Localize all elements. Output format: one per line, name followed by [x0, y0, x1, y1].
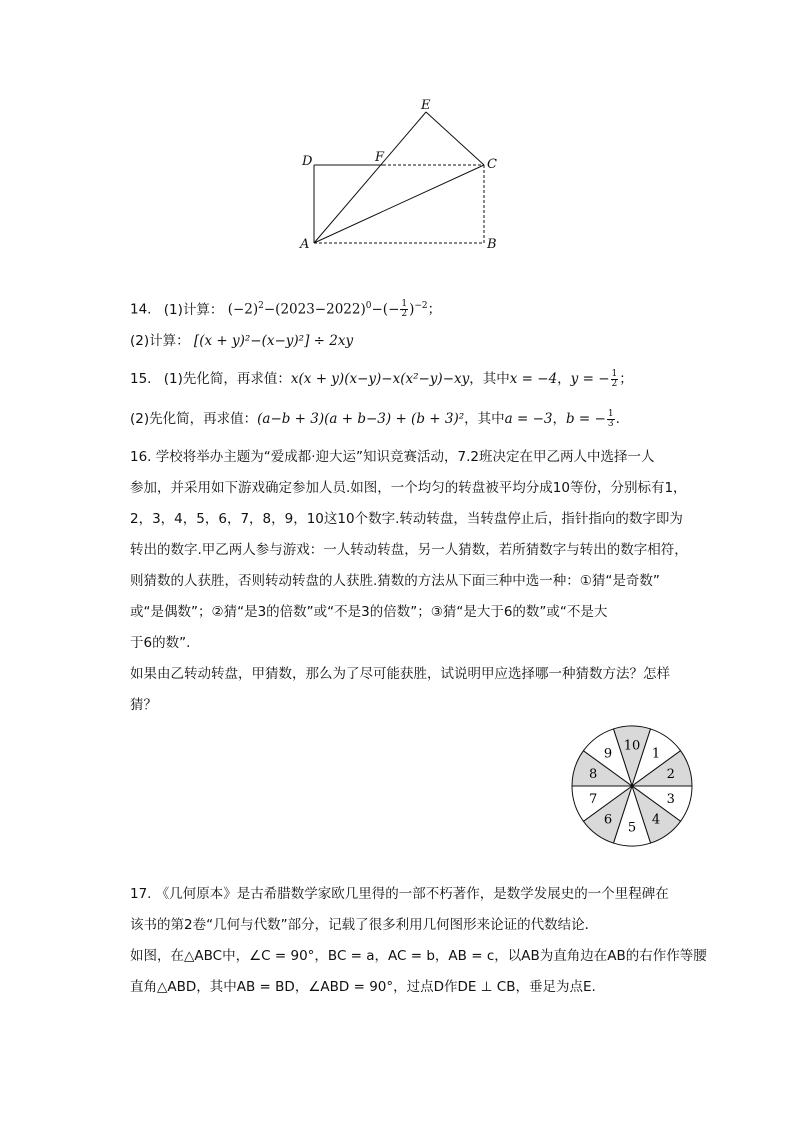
q14-expr-b-sup: 0 — [365, 301, 372, 311]
q15-part1-mid: ，其中 — [469, 371, 510, 387]
wheel-number-5: 5 — [627, 820, 637, 836]
q16-line-2: 参加，并采用如下游戏确定参加人员.如图，一个均匀的转盘被平均分成10等份，分别标有1， — [130, 480, 687, 496]
q16-line-9: 猜？ — [130, 697, 157, 713]
q15-part1 — [130, 369, 633, 389]
q15-part2-prefix: (2)先化简，再求值： — [130, 411, 258, 427]
q17-line-1: 17. 《几何原本》是古希腊数学家欧几里得的一部不朽著作，是数学发展史的一个里程碑在 — [130, 886, 669, 902]
segment-AC — [314, 165, 484, 243]
q17-line-4: 直角△ABD，其中AB = BD，∠ABD = 90°，过点D作DE ⊥ CB，垂足为点E. — [130, 979, 596, 995]
q15-part1-cond-y: y = − — [570, 371, 610, 387]
q15-part2-cond-a: a = −3 — [504, 411, 553, 427]
q17-line-3: 如图，在△ABC中，∠C = 90°，BC = a，AC = b，AB = c，以AB为直角边在AB的右作作等腰 — [130, 948, 707, 964]
point-label-C: C — [487, 157, 497, 172]
q14-part2-expr: [(x + y)²−(x−y)²] ÷ 2xy — [193, 333, 354, 349]
point-label-B: B — [487, 237, 497, 252]
geometry-figure — [290, 90, 510, 260]
q15-part1-fraction: $\frac{1}{2}$ — [611, 368, 618, 389]
q14-number: 14. — [130, 301, 152, 318]
point-label-A: A — [300, 237, 310, 252]
point-label-D: D — [302, 154, 313, 169]
q14-expr-b: −(2023−2022) — [263, 301, 366, 318]
wheel-number-9: 9 — [603, 746, 613, 762]
wheel-number-1: 1 — [651, 746, 661, 762]
q15-part1-sep: ， — [557, 371, 571, 387]
q14-expr-d-sup: −2 — [414, 301, 428, 311]
q16-line-7: 于6的数”. — [130, 635, 191, 651]
wheel-number-8: 8 — [589, 766, 598, 782]
q14-part1 — [130, 296, 441, 320]
q15-part2-expr: (a−b + 3)(a + b−3) + (b + 3)² — [257, 411, 465, 427]
q14-expr-a: (−2) — [227, 301, 259, 318]
q15-part1-prefix: (1)先化简，再求值： — [163, 371, 291, 387]
q14-part2-prefix: (2)计算： — [130, 333, 190, 349]
q16-line-3: 2，3，4，5，6，7，8，9，10这10个数字.转动转盘，当转盘停止后，指针指向的数字即为 — [130, 511, 683, 527]
q15-part1-end: ； — [619, 371, 633, 387]
q15-part1-expr: x(x + y)(x−y)−x(x²−y)−xy — [290, 371, 470, 387]
q15-part2-cond-b: b = − — [565, 411, 606, 427]
q14-expr-c: −(− — [371, 301, 400, 318]
q16-line-4: 转出的数字.甲乙两人参与游戏：一人转动转盘，另一人猜数，若所猜数字与转出的数字相符， — [130, 542, 688, 558]
point-label-F: F — [375, 150, 385, 165]
spinner-wheel — [570, 724, 694, 848]
q15-part2-end: . — [615, 411, 620, 427]
wheel-number-4: 4 — [651, 812, 661, 828]
segment-AE — [314, 112, 426, 243]
wheel-number-3: 3 — [666, 792, 675, 808]
q15-part2-sep: ， — [552, 411, 566, 427]
q16-line-8: 如果由乙转动转盘，甲猜数，那么为了尽可能获胜，试说明甲应选择哪一种猜数方法？怎样 — [130, 666, 670, 682]
wheel-number-6: 6 — [603, 812, 613, 828]
q15-part2-mid: ，其中 — [464, 411, 505, 427]
q16-line-6: 或“是偶数”；②猜“是3的倍数”或“不是3的倍数”；③猜“是大于6的数”或“不是大 — [130, 604, 608, 620]
point-label-E: E — [421, 98, 431, 113]
q14-fraction: $\frac{1}{2}$ — [401, 299, 408, 319]
q17-line-2: 该书的第2卷“几何与代数”部分，记载了很多利用几何图形来论证的代数结论． — [130, 917, 599, 933]
q15-part2-fraction: $\frac{1}{3}$ — [607, 408, 614, 429]
q15-part2 — [130, 409, 620, 429]
q14-expr-a-sup: 2 — [258, 301, 264, 311]
q15-part1-cond-x: x = −4 — [509, 371, 558, 387]
q16-line-5: 则猜数的人获胜，否则转动转盘的人获胜.猜数的方法从下面三种中选一种：①猜“是奇数” — [130, 573, 660, 589]
q14-expr-d: ) — [409, 301, 415, 318]
segment-EC — [426, 112, 484, 165]
wheel-number-2: 2 — [666, 766, 675, 782]
q14-part1-prefix: (1)计算： — [163, 301, 224, 318]
wheel-number-10: 10 — [623, 738, 641, 754]
q16-line-1: 16. 学校将举办主题为“爱成都·迎大运”知识竞赛活动，7.2班决定在甲乙两人中选择一人 — [130, 449, 655, 465]
q14-part1-end: ； — [427, 301, 442, 318]
q15-number: 15. — [130, 371, 152, 387]
wheel-number-7: 7 — [589, 792, 598, 808]
q14-part2 — [130, 331, 353, 351]
